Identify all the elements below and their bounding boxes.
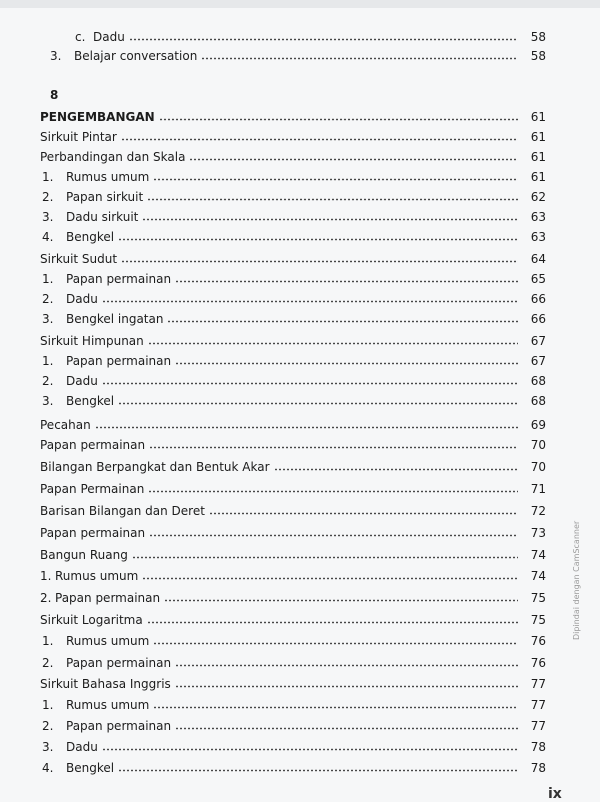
toc-entry: [42, 186, 546, 204]
dot-leader: [95, 426, 518, 429]
toc-entry: [42, 206, 546, 224]
toc-entry-title: Bangun Ruang: [40, 548, 128, 562]
toc-entry: [40, 434, 546, 452]
toc-entry-page-number: 68: [530, 374, 546, 388]
toc-entry-number: 4.: [42, 230, 54, 244]
toc-entry-title: Pecahan: [40, 418, 91, 432]
toc-entry-page-number: 73: [530, 526, 546, 540]
toc-entry-title: Perbandingan dan Skala: [40, 150, 186, 164]
toc-entry: [40, 522, 546, 540]
dot-leader: [167, 320, 518, 323]
toc-entry: [42, 390, 546, 408]
toc-entry-page-number: 66: [530, 312, 546, 326]
toc-entry-title: Papan permainan: [55, 591, 161, 605]
toc-entry: [75, 26, 546, 44]
dot-leader: [175, 362, 518, 365]
toc-entry-page-number: 69: [530, 418, 546, 432]
dot-leader: [121, 260, 518, 263]
toc-entry: [42, 288, 546, 306]
toc-entry: [42, 370, 546, 388]
toc-entry-page-number: 78: [530, 740, 546, 754]
page-number-footer: ix: [548, 786, 562, 802]
toc-entry-page-number: 58: [530, 30, 546, 44]
toc-entry-title: Sirkuit Sudut: [40, 252, 118, 266]
dot-leader: [209, 512, 518, 515]
toc-entry-title: Bengkel: [66, 761, 115, 775]
toc-entry-page-number: 71: [530, 482, 546, 496]
toc-entry: [42, 694, 546, 712]
toc-entry-title: Rumus umum: [66, 698, 150, 712]
dot-leader: [149, 534, 518, 537]
toc-entry-page-number: 65: [530, 272, 546, 286]
toc-entry-number: 4.: [42, 761, 54, 775]
dot-leader: [148, 342, 518, 345]
dot-leader: [129, 38, 518, 41]
toc-entry-number: 1.: [42, 634, 54, 648]
toc-entry-page-number: 61: [530, 110, 546, 124]
toc-entry: [40, 414, 546, 432]
toc-entry-title: Rumus umum: [66, 170, 150, 184]
toc-entry-page-number: 61: [530, 170, 546, 184]
toc-entry-page-number: 75: [530, 591, 546, 605]
toc-entry-title: Dadu sirkuit: [66, 210, 139, 224]
toc-entry: [40, 146, 546, 164]
dot-leader: [149, 446, 518, 449]
dot-leader: [121, 138, 518, 141]
toc-entry-title: Papan sirkuit: [66, 190, 144, 204]
toc-entry: [40, 330, 546, 348]
toc-entry-title: Dadu: [93, 30, 125, 44]
toc-entry-page-number: 74: [530, 548, 546, 562]
dot-leader: [132, 556, 518, 559]
toc-entry: [40, 565, 546, 583]
toc-entry: [40, 609, 546, 627]
toc-entry-title: Dadu: [66, 292, 98, 306]
toc-entry-title: Barisan Bilangan dan Deret: [40, 504, 205, 518]
toc-entry: [42, 268, 546, 286]
dot-leader: [201, 57, 518, 60]
toc-entry-page-number: 66: [530, 292, 546, 306]
toc-entry-number: 1.: [42, 170, 54, 184]
toc-entry: [42, 715, 546, 733]
toc-entry-number: 1.: [42, 354, 54, 368]
toc-entry-page-number: 68: [530, 394, 546, 408]
toc-entry-number: 3.: [42, 312, 54, 326]
dot-leader: [102, 748, 518, 751]
toc-entry-title: Sirkuit Bahasa Inggris: [40, 677, 171, 691]
toc-entry: [42, 652, 546, 670]
toc-entry-page-number: 63: [530, 230, 546, 244]
dot-leader: [147, 198, 518, 201]
toc-entry-title: Bengkel ingatan: [66, 312, 164, 326]
dot-leader: [159, 118, 518, 121]
dot-leader: [175, 685, 518, 688]
dot-leader: [175, 727, 518, 730]
toc-entry: [40, 500, 546, 518]
toc-entry-title: Papan Permainan: [40, 482, 145, 496]
toc-entry: [40, 587, 546, 605]
toc-entry-page-number: 77: [530, 719, 546, 733]
toc-entry-title: Bengkel: [66, 230, 115, 244]
toc-entry-page-number: 78: [530, 761, 546, 775]
toc-entry-title: Papan permainan: [66, 656, 172, 670]
dot-leader: [153, 706, 518, 709]
toc-entry-title: Dadu: [66, 740, 98, 754]
toc-entry-page-number: 75: [530, 613, 546, 627]
dot-leader: [164, 599, 518, 602]
toc-entry: [40, 673, 546, 691]
toc-entry-page-number: 76: [530, 634, 546, 648]
toc-entry: [42, 757, 546, 775]
dot-leader: [274, 468, 518, 471]
toc-entry-title: Dadu: [66, 374, 98, 388]
toc-entry-page-number: 70: [530, 460, 546, 474]
toc-entry: [42, 226, 546, 244]
scanner-watermark: Dipindai dengan CamScanner: [572, 520, 581, 640]
toc-entry-title: Sirkuit Himpunan: [40, 334, 144, 348]
toc-entry-page-number: 63: [530, 210, 546, 224]
dot-leader: [189, 158, 518, 161]
toc-entry-title: Papan permainan: [40, 438, 146, 452]
dot-leader: [118, 402, 518, 405]
toc-entry: [40, 478, 546, 496]
toc-entry-page-number: 77: [530, 677, 546, 691]
toc-entry-number: 3.: [42, 210, 54, 224]
dot-leader: [153, 178, 518, 181]
toc-entry-title: Rumus umum: [66, 634, 150, 648]
toc-entry-title: Papan permainan: [66, 354, 172, 368]
toc-entry: [42, 630, 546, 648]
toc-entry-title: Sirkuit Logaritma: [40, 613, 143, 627]
toc-entry-title: Bengkel: [66, 394, 115, 408]
toc-entry-page-number: 61: [530, 130, 546, 144]
toc-entry-number: 2.: [42, 292, 54, 306]
toc-entry-title: Belajar conversation: [74, 49, 198, 63]
toc-entry: [40, 126, 546, 144]
toc-entry: [40, 456, 546, 474]
dot-leader: [142, 577, 518, 580]
top-edge-shadow: [0, 0, 600, 8]
toc-entry-page-number: 67: [530, 354, 546, 368]
dot-leader: [142, 218, 518, 221]
toc-entry-title: Rumus umum: [55, 569, 139, 583]
chapter-number: 8: [50, 88, 59, 102]
toc-entry-number: 2.: [42, 656, 54, 670]
toc-entry: [42, 166, 546, 184]
toc-entry-number: 1.: [42, 698, 54, 712]
toc-entry-number: 3.: [50, 49, 62, 63]
dot-leader: [118, 769, 518, 772]
toc-entry-number: c.: [75, 30, 86, 44]
toc-entry: [40, 106, 546, 124]
toc-entry-page-number: 62: [530, 190, 546, 204]
toc-entry-page-number: 61: [530, 150, 546, 164]
toc-entry-page-number: 77: [530, 698, 546, 712]
toc-entry-title: Bilangan Berpangkat dan Bentuk Akar: [40, 460, 270, 474]
toc-entry-number: 1.: [40, 569, 52, 583]
toc-entry-page-number: 64: [530, 252, 546, 266]
toc-entry-title: Papan permainan: [40, 526, 146, 540]
toc-entry: [42, 308, 546, 326]
toc-entry: [42, 350, 546, 368]
toc-entry-page-number: 74: [530, 569, 546, 583]
toc-entry: [40, 544, 546, 562]
dot-leader: [102, 300, 518, 303]
toc-entry-page-number: 72: [530, 504, 546, 518]
dot-leader: [175, 664, 518, 667]
toc-entry: [50, 45, 546, 63]
toc-entry-page-number: 70: [530, 438, 546, 452]
dot-leader: [118, 238, 518, 241]
toc-entry-title: Papan permainan: [66, 272, 172, 286]
toc-entry: [42, 736, 546, 754]
toc-entry-page-number: 58: [530, 49, 546, 63]
toc-entry-number: 2.: [42, 719, 54, 733]
toc-entry-page-number: 76: [530, 656, 546, 670]
dot-leader: [153, 642, 518, 645]
toc-entry-number: 2.: [40, 591, 52, 605]
toc-entry-title: PENGEMBANGAN: [40, 110, 155, 124]
dot-leader: [148, 490, 518, 493]
toc-entry-number: 2.: [42, 190, 54, 204]
toc-entry-number: 2.: [42, 374, 54, 388]
toc-entry-title: Papan permainan: [66, 719, 172, 733]
toc-entry-number: 3.: [42, 394, 54, 408]
dot-leader: [147, 621, 518, 624]
toc-entry-number: 1.: [42, 272, 54, 286]
dot-leader: [175, 280, 518, 283]
dot-leader: [102, 382, 518, 385]
toc-entry-page-number: 67: [530, 334, 546, 348]
toc-entry: [40, 248, 546, 266]
toc-entry-title: Sirkuit Pintar: [40, 130, 117, 144]
toc-entry-number: 3.: [42, 740, 54, 754]
